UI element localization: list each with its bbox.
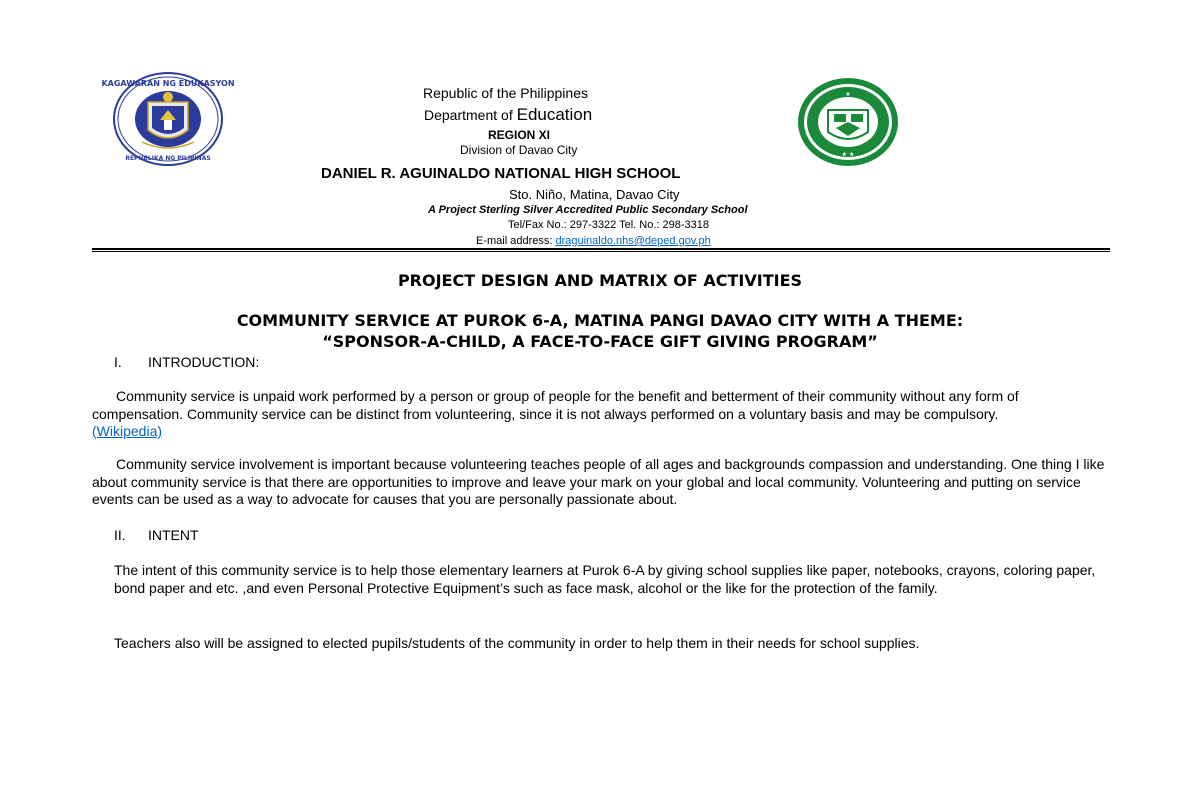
section-intent-heading: [114, 527, 199, 543]
email-link[interactable]: draguinaldo.nhs@deped.gov.ph: [555, 235, 711, 247]
school-accreditation: A Project Sterling Silver Accredited Public Secondary School: [428, 204, 748, 216]
section-number: I.: [114, 354, 122, 370]
department-prefix: Department of: [424, 107, 513, 123]
school-telephone: Tel/Fax No.: 297-3322 Tel. No.: 298-3318: [508, 219, 709, 231]
school-seal-logo: [796, 76, 900, 168]
department-heading: [424, 105, 592, 125]
paragraph-text: Community service is unpaid work performed by a person or group of people for the benefit and betterment of their community without any form of compensation. Community service can be distinct from volunteering, since it is not always performed on a voluntary basis and may be compulsory.: [92, 388, 1019, 422]
section-title: INTRODUCTION:: [148, 354, 260, 370]
intent-paragraph-2: Teachers also will be assigned to elected pupils/students of the community in order to help them in their needs for school supplies.: [114, 635, 920, 651]
document-subtitle-line1: COMMUNITY SERVICE AT PUROK 6-A, MATINA PANGI DAVAO CITY WITH A THEME:: [236, 311, 964, 330]
division-heading: Division of Davao City: [460, 143, 578, 157]
school-email-line: [476, 235, 711, 247]
introduction-paragraph-2: [92, 456, 1112, 509]
document-subtitle-line2: “SPONSOR-A-CHILD, A FACE-TO-FACE GIFT GIVING PROGRAM”: [322, 332, 878, 351]
section-introduction-heading: [114, 354, 259, 370]
svg-text:★: ★: [845, 91, 851, 98]
deped-seal-bottom-text: REPUBLIKA NG PILIPINAS: [125, 155, 211, 162]
section-number: II.: [114, 527, 126, 543]
introduction-paragraph-1: [92, 388, 1112, 441]
intent-paragraph-1: The intent of this community service is to help those elementary learners at Purok 6-A by giving school supplies like paper, notebooks, crayons, coloring paper, bond paper and etc. ,and even Personal Protective Equipment’s such as face mask, alcohol or the like for the protection of the family.: [114, 562, 1096, 596]
wikipedia-link[interactable]: (Wikipedia): [92, 423, 163, 439]
region-heading: REGION XI: [488, 128, 551, 142]
school-name: DANIEL R. AGUINALDO NATIONAL HIGH SCHOOL: [321, 165, 681, 182]
department-name: Education: [516, 105, 593, 124]
deped-seal-top-text: KAGAWARAN NG EDUKASYON: [101, 79, 235, 88]
header-divider: [92, 248, 1110, 250]
paragraph-text: Community service involvement is important because volunteering teaches people of all ages and backgrounds compassion and understanding. One thing I like about community service is that there are opportunities to improve and leave your mark on your global and local community. Volunteering and putting on service events can be used as a way to advocate for causes that you are personally passionate about.: [92, 456, 1105, 507]
deped-seal-logo: [101, 72, 235, 166]
section-title: INTENT: [148, 527, 199, 543]
document-title: PROJECT DESIGN AND MATRIX OF ACTIVITIES: [397, 271, 803, 290]
republic-heading: Republic of the Philippines: [423, 85, 588, 101]
header-divider-thin: [92, 251, 1110, 252]
school-address: Sto. Niño, Matina, Davao City: [509, 187, 680, 202]
email-label: E-mail address:: [476, 235, 553, 247]
svg-text:★ ★: ★ ★: [841, 151, 855, 158]
